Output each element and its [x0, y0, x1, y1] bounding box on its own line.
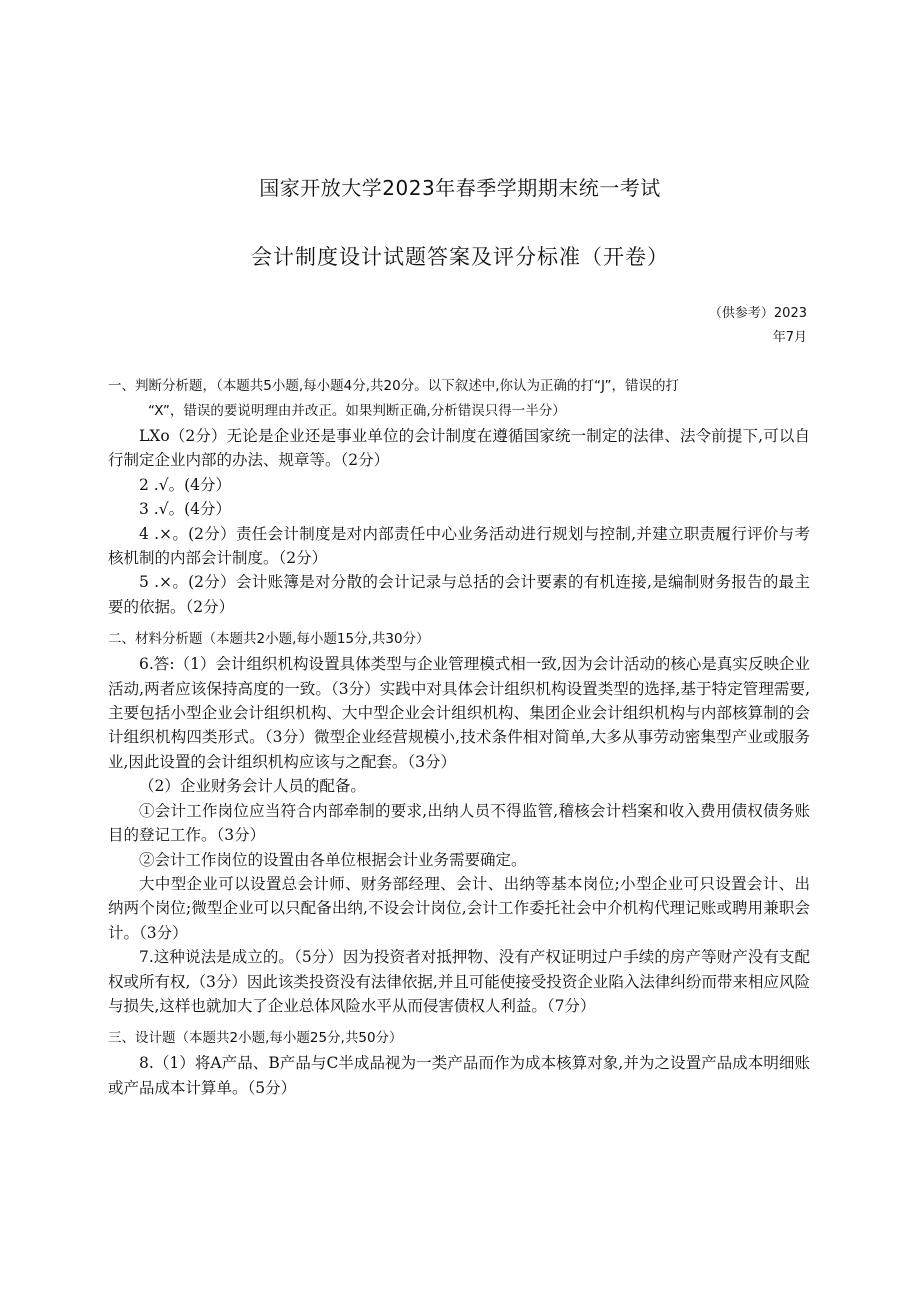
section1-heading	[108, 374, 810, 424]
section2-item-5: 大中型企业可以设置总会计师、财务部经理、会计、出纳等基本岗位;小型企业可只设置会计、出纳两个岗位;微型企业可以只配备出纳,不设会计岗位,会计工作委托社会中介机构代理记账或聘用兼职会计。（3分）	[108, 874, 810, 942]
answer-content	[108, 374, 810, 1100]
reference-date-line2: 年7月	[772, 330, 807, 345]
section2-item-2: （2）企业财务会计人员的配备。	[139, 777, 366, 796]
section2-item-6: 7.这种说法是成立的。（5分）因为投资者对抵押物、没有产权证明过户手续的房产等财产没有支配权或所有权,（3分）因此该类投资没有法律依据,并且可能使接受投资企业陷入法律纠纷而带来相应风险与损失,这样也就加大了企业总体风险水平从而侵害债权人利益。（7分）	[108, 948, 810, 1015]
section2-item-3: ①会计工作岗位应当符合内部牵制的要求,出纳人员不得监管,稽核会计档案和收入费用债权债务账目的登记工作。（3分）	[108, 801, 810, 845]
section1-heading-line1: 一、判断分析题，（本题共5小题,每小题4分,共20分。以下叙述中,你认为正确的打“J”，错误的打	[108, 378, 680, 394]
section1-item-3: 3 .√。(4分）	[139, 500, 232, 519]
section3-heading: 三、设计题（本题共2小题,每小题25分,共50分）	[108, 1030, 403, 1047]
section3-item-1: 8.（1）将A产品、B产品与C半成品视为一类产品而作为成本核算对象,并为之设置产品成本明细账或产品成本计算单。（5分）	[108, 1054, 810, 1097]
section1-heading-line2: “X”，错误的要说明理由并改正。如果判断正确,分析错误只得一半分）	[148, 403, 566, 419]
section2-item-1: 6.答:（1）会计组织机构设置具体类型与企业管理模式相一致,因为会计活动的核心是真实反映企业活动,两者应该保持高度的一致。（3分）实践中对具体会计组织机构设置类型的选择,基于特定管理需要,主要包括小型企业会计组织机构、大中型企业会计组织机构、集团企业会计组织机构与内部核算制的会计组织机构四类形式。（3分）微型企业经营规模小,技术条件相对简单,大多从事劳动密集型产业或服务业,因此设置的会计组织机构应该与之配套。（3分）	[108, 655, 810, 771]
section1-item-2: 2 .√。(4分）	[139, 475, 232, 494]
section1-item-4: 4 .×。(2分）责任会计制度是对内部责任中心业务活动进行规划与控制,并建立职责履行评价与考核机制的内部会计制度。（2分）	[108, 524, 810, 568]
section1-item-1: LXo（2分）无论是企业还是事业单位的会计制度在遵循国家统一制定的法律、法令前提下,可以自行制定企业内部的办法、规章等。（2分）	[108, 427, 810, 470]
section2-item-4: ②会计工作岗位的设置由各单位根据会计业务需要确定。	[139, 850, 527, 869]
exam-subtitle: 会计制度设计试题答案及评分标准（开卷）	[251, 245, 669, 269]
section1-item-5: 5 .×。(2分）会计账簿是对分散的会计记录与总括的会计要素的有机连接,是编制财务报告的最主要的依据。（2分）	[108, 573, 810, 616]
reference-date	[709, 302, 807, 350]
exam-title: 国家开放大学2023年春季学期期末统一考试	[259, 176, 661, 200]
section2-heading: 二、材料分析题（本题共2小题,每小题15分,共30分）	[108, 631, 430, 648]
reference-date-line1: （供参考）2023	[708, 306, 807, 321]
